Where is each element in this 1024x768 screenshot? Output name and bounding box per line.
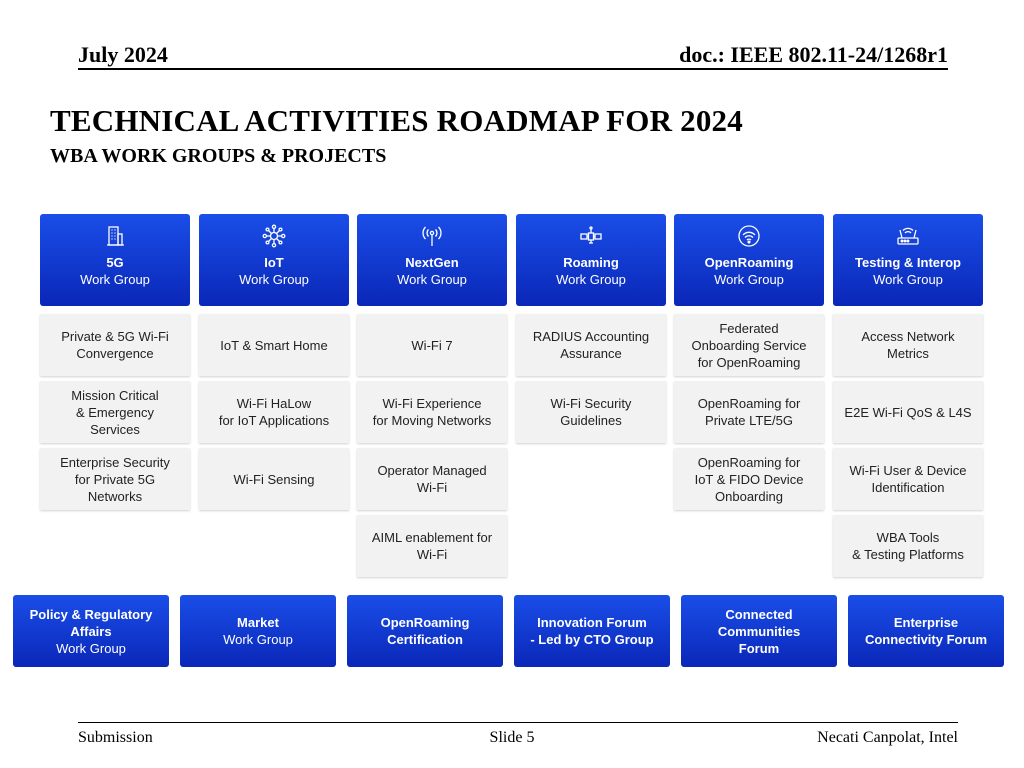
group-sub: Work Group xyxy=(80,272,150,287)
bottom-group-sub: Work Group xyxy=(223,632,293,647)
project-label: Private & 5G Wi-Fi Convergence xyxy=(61,329,169,361)
project-card xyxy=(833,381,983,443)
bottom-group-connected-communities xyxy=(681,595,837,667)
bottom-group-market xyxy=(180,595,336,667)
router-icon xyxy=(896,224,920,248)
project-card xyxy=(674,448,824,510)
project-card xyxy=(357,381,507,443)
group-header xyxy=(516,214,666,306)
project-card xyxy=(357,448,507,510)
header-doc-id: doc.: IEEE 802.11-24/1268r1 xyxy=(679,42,948,67)
project-card xyxy=(674,314,824,376)
group-column-nextgen xyxy=(357,214,507,562)
project-card xyxy=(40,314,190,376)
project-card xyxy=(357,515,507,577)
group-column-openroaming xyxy=(674,214,824,504)
group-name: NextGen xyxy=(405,255,459,270)
group-column-iot xyxy=(199,214,349,487)
project-label: OpenRoaming for Private LTE/5G xyxy=(697,396,801,428)
footer-author: Necati Canpolat, Intel xyxy=(817,729,958,746)
project-label: OpenRoaming for IoT & FIDO Device Onboarding xyxy=(694,454,804,504)
page-title: TECHNICAL ACTIVITIES ROADMAP FOR 2024 xyxy=(50,103,743,138)
page-subtitle: WBA WORK GROUPS & PROJECTS xyxy=(50,145,387,167)
group-sub: Work Group xyxy=(714,272,784,287)
project-label: Mission Critical & Emergency Services xyxy=(71,387,159,437)
project-card xyxy=(199,448,349,510)
project-label: E2E Wi-Fi QoS & L4S xyxy=(844,404,972,420)
bottom-group-title: OpenRoaming Certification xyxy=(380,615,470,647)
footer-divider xyxy=(78,722,958,723)
antenna-icon xyxy=(420,224,444,248)
group-header xyxy=(199,214,349,306)
group-header xyxy=(40,214,190,306)
project-card xyxy=(199,314,349,376)
project-card xyxy=(516,381,666,443)
project-card xyxy=(516,314,666,376)
project-label: Wi-Fi Security Guidelines xyxy=(550,396,632,428)
group-sub: Work Group xyxy=(239,272,309,287)
bottom-group-title: Connected Communities Forum xyxy=(717,606,801,656)
project-label: Wi-Fi Sensing xyxy=(233,471,315,487)
group-name: Testing & Interop xyxy=(855,255,961,270)
group-column-testing-interop xyxy=(833,214,983,562)
wifi-globe-icon xyxy=(737,224,761,248)
project-label: Access Network Metrics xyxy=(861,329,955,361)
group-sub: Work Group xyxy=(556,272,626,287)
group-column-roaming xyxy=(516,214,666,428)
bottom-group-innovation-forum xyxy=(514,595,670,667)
bottom-group-title: Innovation Forum - Led by CTO Group xyxy=(530,615,654,647)
group-name: 5G xyxy=(106,255,124,270)
project-card xyxy=(40,448,190,510)
group-name: Roaming xyxy=(563,255,619,270)
group-name: IoT xyxy=(264,255,284,270)
project-card xyxy=(357,314,507,376)
footer-slide-number: Slide 5 xyxy=(489,729,535,746)
project-label: RADIUS Accounting Assurance xyxy=(532,329,650,361)
bottom-group-policy xyxy=(13,595,169,667)
bottom-group-title: Policy & Regulatory Affairs xyxy=(29,606,153,639)
project-label: AIML enablement for Wi-Fi xyxy=(371,530,493,562)
project-label: Wi-Fi Experience for Moving Networks xyxy=(372,396,492,428)
group-sub: Work Group xyxy=(873,272,943,287)
project-label: Wi-Fi 7 xyxy=(411,337,453,353)
bottom-group-title: Enterprise Connectivity Forum xyxy=(864,615,988,647)
project-card xyxy=(199,381,349,443)
footer-submission: Submission xyxy=(78,729,153,746)
building-icon xyxy=(103,224,127,248)
project-card xyxy=(833,515,983,577)
satellite-icon xyxy=(579,224,603,248)
header-date: July 2024 xyxy=(78,42,168,67)
bottom-group-sub: Work Group xyxy=(56,640,126,656)
bottom-group-title: Market xyxy=(237,615,279,630)
header-divider xyxy=(78,68,948,70)
group-sub: Work Group xyxy=(397,272,467,287)
project-card xyxy=(40,381,190,443)
project-label: Federated Onboarding Service for OpenRoaming xyxy=(691,320,807,370)
group-column-5g xyxy=(40,214,190,504)
project-label: Wi-Fi User & Device Identification xyxy=(849,463,967,495)
project-label: WBA Tools & Testing Platforms xyxy=(852,530,964,562)
project-label: Enterprise Security for Private 5G Networks xyxy=(60,454,170,504)
project-label: Wi-Fi HaLow for IoT Applications xyxy=(218,396,330,428)
project-card xyxy=(833,448,983,510)
project-label: Operator Managed Wi-Fi xyxy=(377,463,487,495)
project-card xyxy=(674,381,824,443)
project-label: IoT & Smart Home xyxy=(220,337,328,353)
group-header xyxy=(833,214,983,306)
group-header xyxy=(674,214,824,306)
network-hub-icon xyxy=(262,224,286,248)
group-name: OpenRoaming xyxy=(704,255,794,270)
bottom-group-openroaming-cert xyxy=(347,595,503,667)
bottom-group-enterprise-connectivity xyxy=(848,595,1004,667)
project-card xyxy=(833,314,983,376)
group-header xyxy=(357,214,507,306)
